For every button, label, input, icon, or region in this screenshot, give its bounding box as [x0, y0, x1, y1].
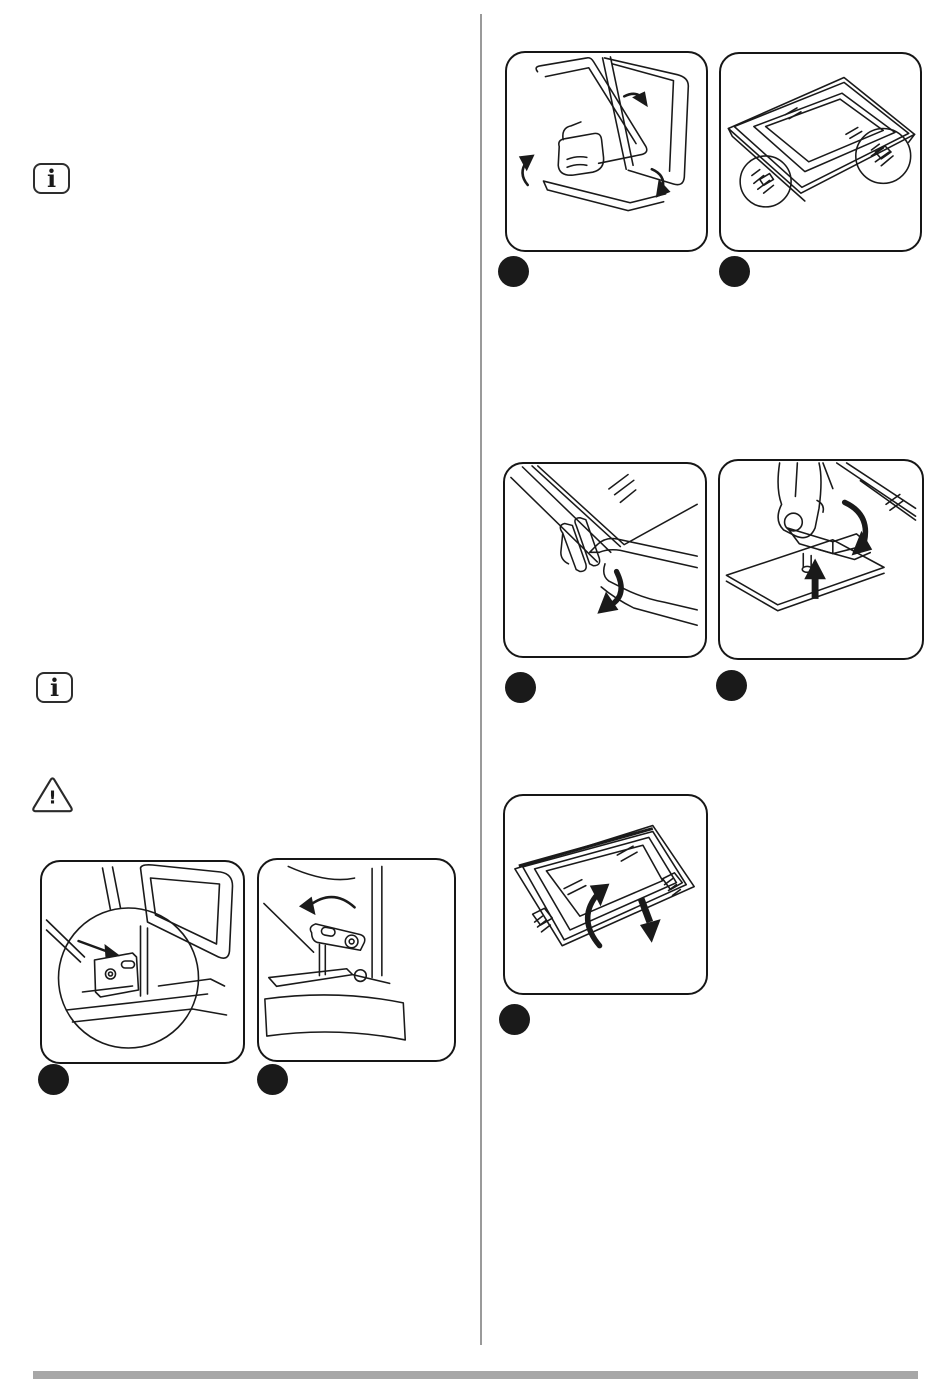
figure-lift-inner-glass [505, 51, 708, 252]
step-marker [719, 256, 750, 287]
warning-triangle-drawing [30, 776, 75, 813]
step-marker [505, 672, 536, 703]
rotate-arrow [519, 154, 535, 185]
figure-door-hinge-lock-closeup [40, 860, 245, 1064]
info-icon-glyph: i [46, 163, 57, 193]
rotate-arrow [652, 169, 671, 198]
step-marker [257, 1064, 288, 1095]
illustration-lift-glass [507, 53, 706, 250]
illustration-door-flat [721, 54, 920, 250]
illustration-press-lever [720, 461, 922, 658]
figure-press-hinge-lever [718, 459, 924, 660]
illustration-hinge-rotated [259, 860, 454, 1060]
info-icon [33, 163, 70, 194]
warning-triangle-icon [30, 776, 75, 813]
up-arrow [804, 559, 826, 599]
illustration-rotate-lock [505, 464, 705, 656]
rotate-arrow [624, 91, 648, 107]
rotate-arrow [299, 897, 355, 916]
step-marker [498, 256, 529, 287]
hand [590, 538, 698, 625]
step-marker [716, 670, 747, 701]
hand [778, 463, 833, 538]
illustration-tilt-remove [505, 796, 706, 993]
warning-exclamation-glyph: ! [48, 788, 57, 809]
figure-hinge-lock-rotated [257, 858, 456, 1062]
pointer-arrow [79, 941, 121, 958]
info-icon [36, 672, 73, 703]
figure-door-flat-magnified-corners [719, 52, 922, 252]
step-marker [499, 1004, 530, 1035]
column-divider [480, 14, 482, 1345]
info-icon-glyph: i [49, 672, 60, 702]
hand [558, 122, 603, 175]
figure-rotate-hinge-lock [503, 462, 707, 658]
illustration-hinge-closeup [42, 862, 243, 1062]
figure-tilt-and-remove-glass [503, 794, 708, 995]
footer-rule [33, 1371, 918, 1379]
down-arrow [640, 898, 661, 942]
step-marker [38, 1064, 69, 1095]
